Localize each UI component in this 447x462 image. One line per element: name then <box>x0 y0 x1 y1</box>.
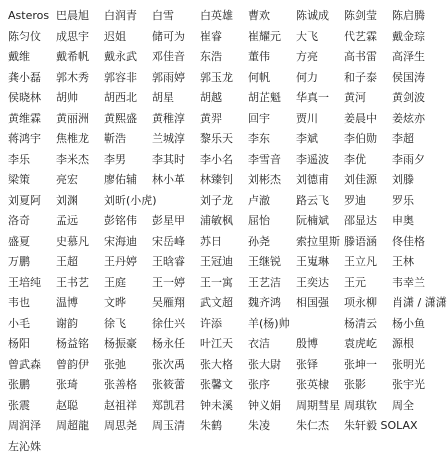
name-cell: 王林 <box>392 255 414 269</box>
name-cell: 李小名 <box>200 152 233 166</box>
name-row <box>8 170 441 191</box>
name-cell: 张筱蕾 <box>152 378 185 392</box>
name-row <box>8 416 441 437</box>
name-row <box>8 6 441 27</box>
name-cell: 杨小鱼 <box>392 316 425 330</box>
name-cell: 杨益铭 <box>56 337 89 351</box>
name-cell: 李超 <box>392 132 414 146</box>
name-cell: 钟未溪 <box>200 398 233 412</box>
name-cell: 刘夏阿 <box>8 193 41 207</box>
name-cell: 黄稚淳 <box>152 111 185 125</box>
name-cell: 黄河 <box>344 91 366 105</box>
name-cell: 谢韵 <box>56 316 78 330</box>
name-cell: 陈匀伩 <box>8 29 41 43</box>
name-cell: 周润泽 <box>8 419 41 433</box>
name-cell: 李米杰 <box>56 152 89 166</box>
name-row <box>8 109 441 130</box>
name-cell: 白英雄 <box>200 9 233 23</box>
name-cell: 胡帅 <box>56 91 78 105</box>
name-cell: 成思宇 <box>56 29 89 43</box>
name-row <box>8 437 441 458</box>
name-cell: 梁策 <box>8 173 30 187</box>
name-cell: 盛夏 <box>8 234 30 248</box>
name-cell: 浦敏枫 <box>200 214 233 228</box>
name-cell: 李乐 <box>8 152 30 166</box>
name-cell: 叶江天 <box>200 337 233 351</box>
name-cell: 羊(杨)帅 <box>248 316 290 330</box>
name-cell: 戴维 <box>8 50 30 64</box>
name-cell: 何力 <box>296 70 318 84</box>
name-row <box>8 191 441 212</box>
name-cell: 回宇 <box>248 111 270 125</box>
name-cell: 刘渊 <box>56 193 78 207</box>
name-cell: 黄羿 <box>200 111 222 125</box>
name-cell: 赵聪 <box>56 398 78 412</box>
name-cell: 罗迪 <box>344 193 366 207</box>
name-cell: 李斌 <box>296 132 318 146</box>
name-cell: 张明光 <box>392 357 425 371</box>
name-cell: 郭玉龙 <box>200 70 233 84</box>
name-cell: 何帆 <box>248 70 270 84</box>
name-cell: 文晔 <box>104 296 126 310</box>
name-cell: 小毛 <box>8 316 30 330</box>
name-cell: 李雨夕 <box>392 152 425 166</box>
name-row <box>8 211 441 232</box>
name-cell: 刘彬杰 <box>248 173 281 187</box>
name-cell: 胡西北 <box>104 91 137 105</box>
name-row <box>8 232 441 253</box>
name-cell: 温博 <box>56 296 78 310</box>
name-cell: 刘佳源 <box>344 173 377 187</box>
name-cell: 曾韵伊 <box>56 357 89 371</box>
name-cell: 张琦 <box>56 378 78 392</box>
name-cell: 吴雁翔 <box>152 296 185 310</box>
name-cell: 彭星甲 <box>152 214 185 228</box>
name-cell: 苏日 <box>200 234 222 248</box>
name-cell: 张影 <box>344 378 366 392</box>
name-cell: 张馨文 <box>200 378 233 392</box>
name-cell: 万鹏 <box>8 255 30 269</box>
name-cell: 朱轩毅 SOLAX <box>344 419 418 433</box>
name-cell: 张弛 <box>104 357 126 371</box>
name-row <box>8 355 441 376</box>
name-row <box>8 334 441 355</box>
name-cell: 龚小磊 <box>8 70 41 84</box>
name-cell: 许添 <box>200 316 222 330</box>
name-cell: 和子泰 <box>344 70 377 84</box>
name-cell: 代艺霖 <box>344 29 377 43</box>
name-cell: 赵祖祥 <box>104 398 137 412</box>
name-cell: 魏齐鸿 <box>248 296 281 310</box>
name-cell: 黄熙盛 <box>104 111 137 125</box>
name-cell: 郭容非 <box>104 70 137 84</box>
name-cell: 宋海迪 <box>104 234 137 248</box>
name-cell: 东浩 <box>200 50 222 64</box>
name-cell: 刘德甫 <box>296 173 329 187</box>
name-cell: 徐飞 <box>104 316 126 330</box>
name-cell: 屈怡 <box>248 214 270 228</box>
name-cell: 刘子龙 <box>200 193 233 207</box>
name-cell: 申奥 <box>392 214 414 228</box>
name-cell: 李优 <box>344 152 366 166</box>
name-cell: 衣洁 <box>248 337 270 351</box>
name-cell: 王书艺 <box>56 275 89 289</box>
name-cell: 林臻钊 <box>200 173 233 187</box>
name-cell: 曾武森 <box>8 357 41 371</box>
name-cell: 张英棣 <box>296 378 329 392</box>
name-cell: 邵显达 <box>344 214 377 228</box>
name-cell: 张序 <box>248 378 270 392</box>
name-row <box>8 314 441 335</box>
name-cell: 张大格 <box>200 357 233 371</box>
name-cell: 大飞 <box>296 29 318 43</box>
name-cell: 王立凡 <box>344 255 377 269</box>
name-cell: 袁虎屹 <box>344 337 377 351</box>
name-cell: 王冠迪 <box>200 255 233 269</box>
name-cell: 林小革 <box>152 173 185 187</box>
name-cell: 张善格 <box>104 378 137 392</box>
name-cell: 董伟 <box>248 50 270 64</box>
name-cell: 周琪钦 <box>344 398 377 412</box>
name-cell: 张鹏 <box>8 378 30 392</box>
name-cell: 李遥波 <box>296 152 329 166</box>
name-cell: 佟佳格 <box>392 234 425 248</box>
name-cell: 杨阳 <box>8 337 30 351</box>
name-cell: 路云飞 <box>296 193 329 207</box>
name-cell: 郭雨婷 <box>152 70 185 84</box>
name-row <box>8 47 441 68</box>
name-cell: 陈启腾 <box>392 9 425 23</box>
name-cell: 宋岳峰 <box>152 234 185 248</box>
name-cell: 刘滕 <box>392 173 414 187</box>
name-cell: 胡星 <box>152 91 174 105</box>
name-cell: Asteros <box>8 9 50 23</box>
name-cell: 戴金琮 <box>392 29 425 43</box>
name-cell: 白润青 <box>104 9 137 23</box>
name-cell: 张铎 <box>296 357 318 371</box>
name-cell: 侯国涛 <box>392 70 425 84</box>
name-cell: 黎乐天 <box>200 132 233 146</box>
name-cell: 储可为 <box>152 29 185 43</box>
name-row <box>8 252 441 273</box>
name-cell: 杨清云 <box>344 316 377 330</box>
name-cell: 崔睿 <box>200 29 222 43</box>
name-cell: 王晗睿 <box>152 255 185 269</box>
name-cell: 王丹婷 <box>104 255 137 269</box>
name-cell: 徐仕兴 <box>152 316 185 330</box>
name-cell: 索拉里斯 <box>296 234 340 248</box>
name-cell: 陈剑莹 <box>344 9 377 23</box>
name-row <box>8 396 441 417</box>
name-cell: 钟义娟 <box>248 398 281 412</box>
name-cell: 杨振豪 <box>104 337 137 351</box>
name-cell: 王超 <box>56 255 78 269</box>
name-cell: 阮楠斌 <box>296 214 329 228</box>
name-cell: 邓佳音 <box>152 50 185 64</box>
name-cell: 靳浩 <box>104 132 126 146</box>
name-cell: 曹欢 <box>248 9 270 23</box>
name-cell: 周玉清 <box>152 419 185 433</box>
name-cell: 王继锐 <box>248 255 281 269</box>
name-cell: 王嵬琳 <box>296 255 329 269</box>
name-cell: 周期彗星 <box>296 398 340 412</box>
name-cell: 洛奇 <box>8 214 30 228</box>
name-cell: 王元 <box>344 275 366 289</box>
name-cell: 方亮 <box>296 50 318 64</box>
name-cell: 张宇光 <box>392 378 425 392</box>
name-cell: 戴永武 <box>104 50 137 64</box>
name-cell: 兰城淳 <box>152 132 185 146</box>
name-row <box>8 293 447 314</box>
name-cell: 孟远 <box>56 214 78 228</box>
name-cell: 滕语涵 <box>344 234 377 248</box>
name-cell: 李其时 <box>152 152 185 166</box>
name-cell: 朱鹤 <box>200 419 222 433</box>
name-cell: 王艺洁 <box>248 275 281 289</box>
name-cell: 郑凯君 <box>152 398 185 412</box>
name-cell: 崔耀元 <box>248 29 281 43</box>
name-cell: 韦也 <box>8 296 30 310</box>
name-cell: 朱凌 <box>248 419 270 433</box>
name-cell: 相国强 <box>296 296 329 310</box>
name-cell: 迟姐 <box>104 29 126 43</box>
name-cell: 卢澈 <box>248 193 270 207</box>
name-row <box>8 273 441 294</box>
name-cell: 源根 <box>392 337 414 351</box>
name-cell: 张次禹 <box>152 357 185 371</box>
name-cell: 华真一 <box>296 91 329 105</box>
name-cell: 刘昕(小虎) <box>104 193 157 207</box>
name-cell: 李东 <box>248 132 270 146</box>
name-cell: 王庭 <box>104 275 126 289</box>
name-cell: 张大尉 <box>248 357 281 371</box>
name-cell: 周思尧 <box>104 419 137 433</box>
name-cell: 殷博 <box>296 337 318 351</box>
name-cell: 高书雷 <box>344 50 377 64</box>
name-cell: 史慕凡 <box>56 234 89 248</box>
name-cell: 廖佑辅 <box>104 173 137 187</box>
name-cell: 陈诚成 <box>296 9 329 23</box>
name-cell: 朱仁杰 <box>296 419 329 433</box>
name-cell: 黄维霖 <box>8 111 41 125</box>
name-cell: 郭木秀 <box>56 70 89 84</box>
name-cell: 李伯勋 <box>344 132 377 146</box>
name-cell: 项永柳 <box>344 296 377 310</box>
name-cell: 张坤一 <box>344 357 377 371</box>
name-cell: 戴希帆 <box>56 50 89 64</box>
name-cell: 蒋鸿宇 <box>8 132 41 146</box>
name-cell: 白雪 <box>152 9 174 23</box>
name-cell: 黄剑波 <box>392 91 425 105</box>
name-cell: 侯晓林 <box>8 91 41 105</box>
name-cell: 胡越 <box>200 91 222 105</box>
name-cell: 胡芷魁 <box>248 91 281 105</box>
name-cell: 焦椎龙 <box>56 132 89 146</box>
name-cell: 王一婷 <box>152 275 185 289</box>
name-cell: 贾川 <box>296 111 318 125</box>
name-cell: 孙尧 <box>248 234 270 248</box>
name-row <box>8 375 441 396</box>
name-cell: 彭铭伟 <box>104 214 137 228</box>
name-cell: 李男 <box>104 152 126 166</box>
name-cell: 姜晨中 <box>344 111 377 125</box>
name-row <box>8 27 441 48</box>
name-cell: 张震 <box>8 398 30 412</box>
name-cell: 周全 <box>392 398 414 412</box>
name-cell: 王培纯 <box>8 275 41 289</box>
name-row <box>8 68 441 89</box>
name-cell: 巴晨旭 <box>56 9 89 23</box>
name-cell: 罗乐 <box>392 193 414 207</box>
name-cell: 肖潇 / 潇潇 <box>392 296 447 310</box>
name-cell: 亮宏 <box>56 173 78 187</box>
name-cell: 韦幸兰 <box>392 275 425 289</box>
name-cell: 武文超 <box>200 296 233 310</box>
name-cell: 姜炫亦 <box>392 111 425 125</box>
name-row <box>8 150 441 171</box>
name-row <box>8 129 441 150</box>
name-cell: 王奕达 <box>296 275 329 289</box>
name-cell: 王一寓 <box>200 275 233 289</box>
name-cell: 周超龍 <box>56 419 89 433</box>
name-cell: 杨永任 <box>152 337 185 351</box>
name-cell: 高泽生 <box>392 50 425 64</box>
name-row <box>8 88 441 109</box>
name-cell: 李雪音 <box>248 152 281 166</box>
name-cell: 黄丽洲 <box>56 111 89 125</box>
name-cell: 左沁姝 <box>8 439 41 453</box>
